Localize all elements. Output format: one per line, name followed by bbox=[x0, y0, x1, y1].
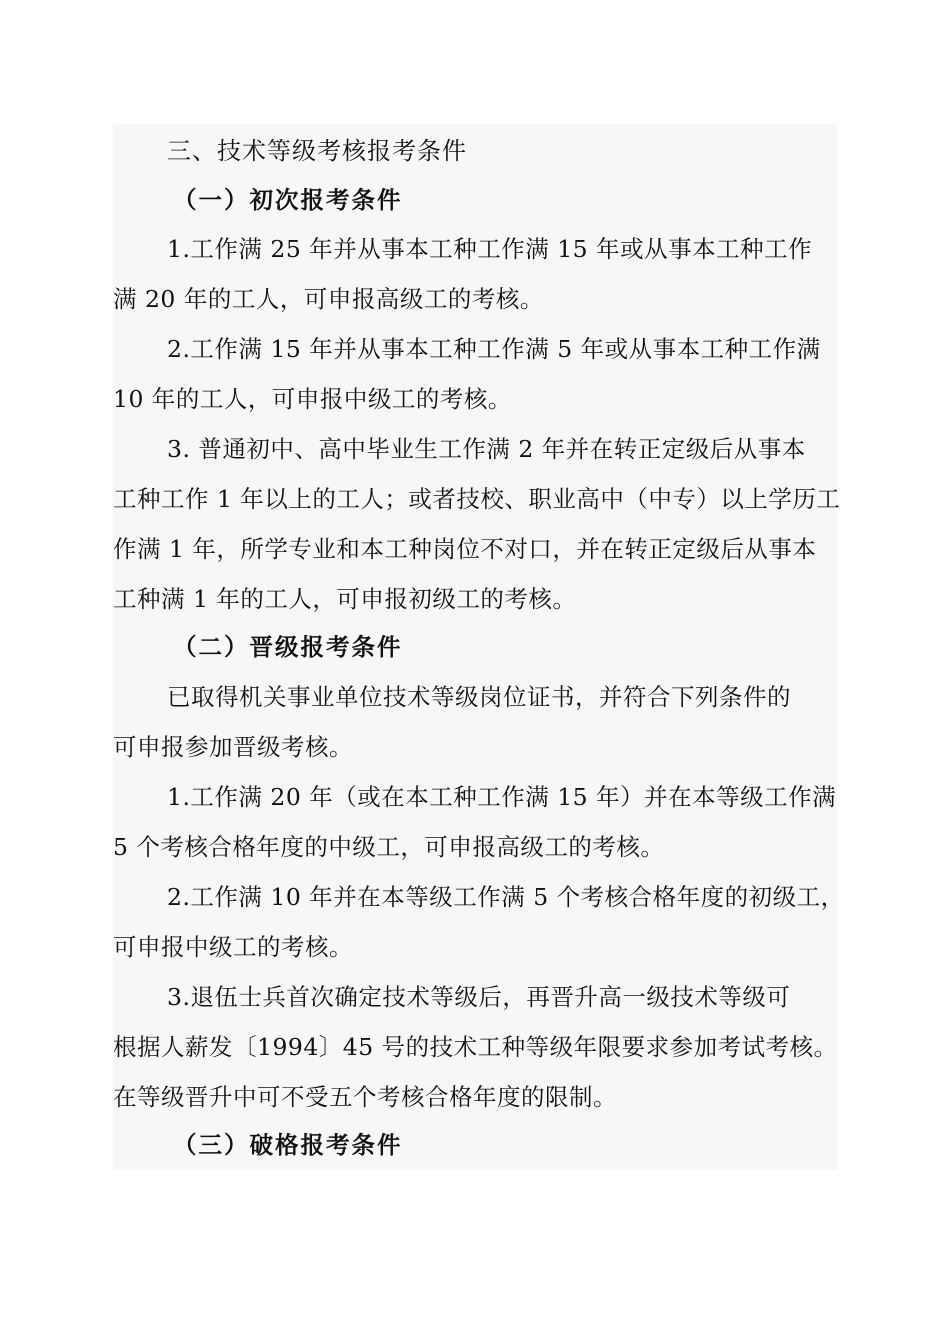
paragraph-line: 3.退伍士兵首次确定技术等级后，再晋升高一级技术等级可 bbox=[167, 983, 791, 1011]
subsection-heading-initial: （一）初次报考条件 bbox=[173, 186, 403, 214]
paragraph-line: 2.工作满 10 年并在本等级工作满 5 个考核合格年度的初级工， bbox=[167, 883, 845, 911]
paragraph-line: 1.工作满 25 年并从事本工种工作满 15 年或从事本工种工作 bbox=[167, 235, 813, 263]
paragraph-line: 1.工作满 20 年（或在本工种工作满 15 年）并在本等级工作满 bbox=[167, 783, 837, 811]
subsection-heading-promotion: （二）晋级报考条件 bbox=[173, 633, 403, 661]
paragraph-line: 10 年的工人，可申报中级工的考核。 bbox=[113, 385, 512, 413]
paragraph-line: 作满 1 年，所学专业和本工种岗位不对口，并在转正定级后从事本 bbox=[113, 535, 817, 563]
paragraph-line: 工种满 1 年的工人，可申报初级工的考核。 bbox=[113, 585, 577, 613]
paragraph-line: 可申报参加晋级考核。 bbox=[113, 733, 353, 761]
paragraph-line: 已取得机关事业单位技术等级岗位证书，并符合下列条件的 bbox=[167, 683, 791, 711]
paragraph-line: 根据人薪发〔1994〕45 号的技术工种等级年限要求参加考试考核。 bbox=[113, 1033, 838, 1061]
paragraph-line: 5 个考核合格年度的中级工，可申报高级工的考核。 bbox=[113, 833, 665, 861]
paragraph-line: 满 20 年的工人，可申报高级工的考核。 bbox=[113, 285, 544, 313]
subsection-heading-exceptional: （三）破格报考条件 bbox=[173, 1131, 403, 1159]
paragraph-line: 3. 普通初中、高中毕业生工作满 2 年并在转正定级后从事本 bbox=[167, 435, 806, 463]
section-title: 三、技术等级考核报考条件 bbox=[167, 137, 467, 165]
paragraph-line: 可申报中级工的考核。 bbox=[113, 933, 353, 961]
paragraph-line: 在等级晋升中可不受五个考核合格年度的限制。 bbox=[113, 1083, 617, 1111]
paragraph-line: 2.工作满 15 年并从事本工种工作满 5 年或从事本工种工作满 bbox=[167, 335, 821, 363]
paragraph-line: 工种工作 1 年以上的工人；或者技校、职业高中（中专）以上学历工 bbox=[113, 485, 841, 513]
